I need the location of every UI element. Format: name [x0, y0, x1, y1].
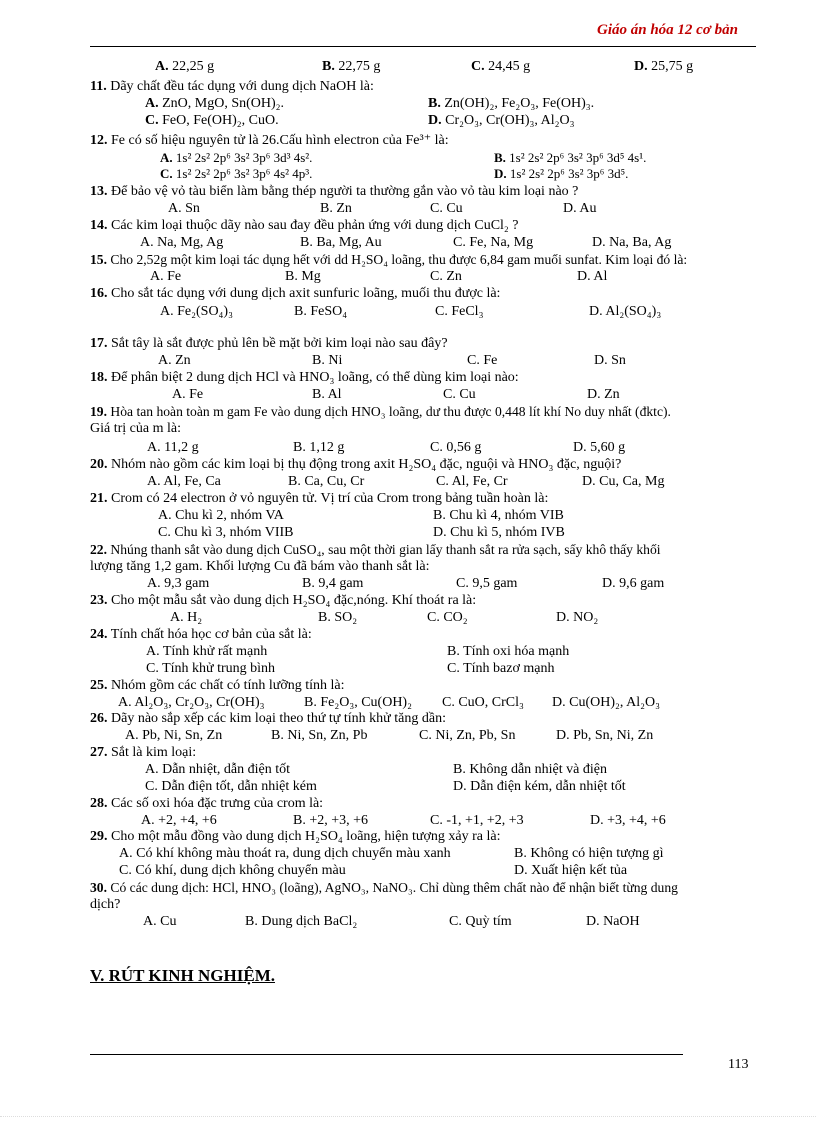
q27-opt-a: A. Dẫn nhiệt, dẫn điện tốt [145, 762, 291, 777]
q30-opt-b: B. Dung dịch BaCl₂ [245, 914, 358, 929]
q27-opt-b: B. Không dẫn nhiệt và điện [453, 762, 607, 777]
q25-opt-a: A. Al₂O₃, Cr₂O₃, Cr(OH)₃ [118, 695, 265, 710]
question-16: 16. Cho sắt tác dụng với dung dịch axit sunfuric loãng, muối thu được là: [90, 286, 501, 301]
q30-opt-a: A. Cu [143, 914, 177, 929]
page-edge [0, 1116, 816, 1117]
question-30: 30. Có các dung dịch: HCl, HNO₃ (loãng), AgNO₃, NaNO₃. Chỉ dùng thêm chất nào để nhận biết từng dung [90, 880, 678, 895]
q10-opt-c: C. 24,45 g [471, 59, 531, 74]
q19-opt-b: B. 1,12 g [293, 440, 345, 455]
q11-opt-d: D. Cr₂O₃, Cr(OH)₃, Al₂O₃ [428, 113, 575, 128]
q16-opt-b: B. FeSO₄ [294, 304, 348, 319]
q18-opt-b: B. Al [312, 387, 342, 402]
q10-opt-d: D. 25,75 g [634, 59, 694, 74]
q17-opt-d: D. Sn [594, 353, 626, 368]
q16-opt-d: D. Al₂(SO₄)₃ [589, 304, 662, 319]
q22-opt-c: C. 9,5 gam [456, 576, 518, 591]
q15-opt-a: A. Fe [150, 269, 182, 284]
q14-opt-a: A. Na, Mg, Ag [140, 235, 224, 250]
q13-opt-b: B. Zn [320, 201, 352, 216]
question-21: 21. Crom có 24 electron ở vỏ nguyên tử. Vị trí của Crom trong bảng tuần hoàn là: [90, 491, 549, 506]
q30-opt-d: D. NaOH [586, 914, 640, 929]
q19-opt-a: A. 11,2 g [147, 440, 199, 455]
q12-opt-a: A. 1s² 2s² 2p⁶ 3s² 3p⁶ 3d³ 4s². [160, 150, 313, 165]
q14-opt-c: C. Fe, Na, Mg [453, 235, 534, 250]
section-title: V. RÚT KINH NGHIỆM. [90, 966, 275, 985]
question-11: 11. Dãy chất đều tác dụng với dung dịch NaOH là: [90, 79, 374, 94]
question-23: 23. Cho một mẫu sắt vào dung dịch H₂SO₄ đặc,nóng. Khí thoát ra là: [90, 593, 477, 608]
q19-opt-d: D. 5,60 g [573, 440, 626, 455]
q11-opt-c: C. FeO, Fe(OH)₂, CuO. [145, 113, 279, 128]
q23-opt-a: A. H₂ [170, 610, 203, 625]
question-19: 19. Hòa tan hoàn toàn m gam Fe vào dung dịch HNO₃ loãng, dư thu được 0,448 lít khí No duy nhất (đktc). [90, 404, 671, 419]
q13-opt-a: A. Sn [168, 201, 200, 216]
q25-opt-b: B. Fe₂O₃, Cu(OH)₂ [304, 695, 412, 710]
q27-opt-d: D. Dẫn điện kém, dẫn nhiệt tốt [453, 779, 626, 794]
q29-opt-c: C. Có khí, dung dịch không chuyển màu [119, 863, 346, 878]
header-divider [90, 46, 756, 47]
question-24: 24. Tính chất hóa học cơ bản của sắt là: [90, 627, 312, 642]
q23-opt-b: B. SO₂ [318, 610, 358, 625]
q24-opt-a: A. Tính khử rất mạnh [146, 644, 268, 659]
header-title: Giáo án hóa 12 cơ bản [597, 22, 738, 38]
q16-opt-c: C. FeCl₃ [435, 304, 484, 319]
q24-opt-b: B. Tính oxi hóa mạnh [447, 644, 570, 659]
q20-opt-d: D. Cu, Ca, Mg [582, 474, 665, 489]
question-19-line2: Giá trị của m là: [90, 421, 181, 436]
q25-opt-c: C. CuO, CrCl₃ [442, 695, 524, 710]
q20-opt-b: B. Ca, Cu, Cr [288, 474, 365, 489]
q17-opt-b: B. Ni [312, 353, 343, 368]
question-22: 22. Nhúng thanh sắt vào dung dịch CuSO₄, sau một thời gian lấy thanh sắt ra rửa sạch, sấy khô thấy khối [90, 542, 661, 557]
q15-opt-b: B. Mg [285, 269, 321, 284]
q28-opt-c: C. -1, +1, +2, +3 [430, 813, 524, 828]
q30-opt-c: C. Quỳ tím [449, 914, 512, 929]
q16-opt-a: A. Fe₂(SO₄)₃ [160, 304, 233, 319]
question-22-line2: lượng tăng 1,2 gam. Khối lượng Cu đã bám vào thanh sắt là: [90, 559, 430, 574]
q10-opt-b: B. 22,75 g [322, 59, 381, 74]
q21-opt-d: D. Chu kì 5, nhóm IVB [433, 525, 565, 540]
q21-opt-c: C. Chu kì 3, nhóm VIIB [158, 525, 294, 540]
q14-opt-b: B. Ba, Mg, Au [300, 235, 382, 250]
q18-opt-d: D. Zn [587, 387, 620, 402]
q20-opt-a: A. Al, Fe, Ca [147, 474, 221, 489]
q23-opt-d: D. NO₂ [556, 610, 599, 625]
q10-opt-a: A. 22,25 g [155, 59, 215, 74]
q21-opt-a: A. Chu kì 2, nhóm VA [158, 508, 284, 523]
q23-opt-c: C. CO₂ [427, 610, 468, 625]
question-17: 17. Sắt tây là sắt được phủ lên bề mặt bởi kim loại nào sau đây? [90, 336, 448, 351]
question-27: 27. Sắt là kim loại: [90, 745, 197, 760]
q26-opt-a: A. Pb, Ni, Sn, Zn [125, 728, 223, 743]
q28-opt-b: B. +2, +3, +6 [293, 813, 369, 828]
q29-opt-b: B. Không có hiện tượng gì [514, 846, 664, 861]
question-25: 25. Nhóm gồm các chất có tính lưỡng tính là: [90, 678, 345, 693]
q28-opt-a: A. +2, +4, +6 [141, 813, 217, 828]
q12-opt-d: D. 1s² 2s² 2p⁶ 3s² 3p⁶ 3d⁵. [494, 166, 629, 181]
q18-opt-c: C. Cu [443, 387, 476, 402]
question-20: 20. Nhóm nào gồm các kim loại bị thụ động trong axit H₂SO₄ đặc, nguội và HNO₃ đặc, nguội? [90, 457, 622, 472]
q28-opt-d: D. +3, +4, +6 [590, 813, 666, 828]
q22-opt-d: D. 9,6 gam [602, 576, 665, 591]
q22-opt-b: B. 9,4 gam [302, 576, 364, 591]
question-14: 14. Các kim loại thuộc dãy nào sau đay đều phản ứng với dung dịch CuCl₂ ? [90, 218, 519, 233]
q27-opt-c: C. Dẫn điện tốt, dẫn nhiệt kém [145, 779, 317, 794]
q25-opt-d: D. Cu(OH)₂, Al₂O₃ [552, 695, 660, 710]
q11-opt-a: A. ZnO, MgO, Sn(OH)₂. [145, 96, 285, 111]
q12-opt-b: B. 1s² 2s² 2p⁶ 3s² 3p⁶ 3d⁵ 4s¹. [494, 150, 647, 165]
q17-opt-a: A. Zn [158, 353, 191, 368]
question-28: 28. Các số oxi hóa đặc trưng của crom là: [90, 796, 324, 811]
q14-opt-d: D. Na, Ba, Ag [592, 235, 672, 250]
question-13: 13. Để bảo vệ vỏ tàu biển làm bằng thép người ta thường gắn vào vỏ tàu kim loại nào ? [90, 184, 579, 199]
q17-opt-c: C. Fe [467, 353, 498, 368]
q15-opt-c: C. Zn [430, 269, 462, 284]
q20-opt-c: C. Al, Fe, Cr [436, 474, 508, 489]
q29-opt-d: D. Xuất hiện kết tủa [514, 863, 628, 878]
q24-opt-d: C. Tính bazơ mạnh [447, 661, 555, 676]
q26-opt-c: C. Ni, Zn, Pb, Sn [419, 728, 516, 743]
q21-opt-b: B. Chu kì 4, nhóm VIB [433, 508, 564, 523]
q22-opt-a: A. 9,3 gam [147, 576, 210, 591]
q11-opt-b: B. Zn(OH)₂, Fe₂O₃, Fe(OH)₃. [428, 96, 595, 111]
q12-opt-c: C. 1s² 2s² 2p⁶ 3s² 3p⁶ 4s² 4p³. [160, 166, 313, 181]
footer-divider [90, 1054, 683, 1055]
q26-opt-b: B. Ni, Sn, Zn, Pb [271, 728, 368, 743]
page-number: 113 [728, 1057, 749, 1072]
q29-opt-a: A. Có khí không màu thoát ra, dung dịch chuyển màu xanh [119, 846, 451, 861]
question-18: 18. Để phân biệt 2 dung dịch HCl và HNO₃ loãng, có thể dùng kim loại nào: [90, 370, 519, 385]
q26-opt-d: D. Pb, Sn, Ni, Zn [556, 728, 654, 743]
q13-opt-d: D. Au [563, 201, 597, 216]
q15-opt-d: D. Al [577, 269, 608, 284]
question-12: 12. Fe có số hiệu nguyên tử là 26.Cấu hình electron của Fe³⁺ là: [90, 133, 449, 148]
q13-opt-c: C. Cu [430, 201, 463, 216]
question-30-line2: dịch? [90, 897, 121, 912]
question-15: 15. Cho 2,52g một kim loại tác dụng hết với dd H₂SO₄ loãng, thu được 6,84 gam muối sunfat. Kim loại đó là: [90, 252, 688, 267]
q18-opt-a: A. Fe [172, 387, 204, 402]
question-29: 29. Cho một mẫu đồng vào dung dịch H₂SO₄ loãng, hiện tượng xảy ra là: [90, 829, 501, 844]
q19-opt-c: C. 0,56 g [430, 440, 482, 455]
question-26: 26. Dãy nào sắp xếp các kim loại theo thứ tự tính khử tăng dần: [90, 711, 446, 726]
q24-opt-c: C. Tính khử trung bình [146, 661, 276, 676]
